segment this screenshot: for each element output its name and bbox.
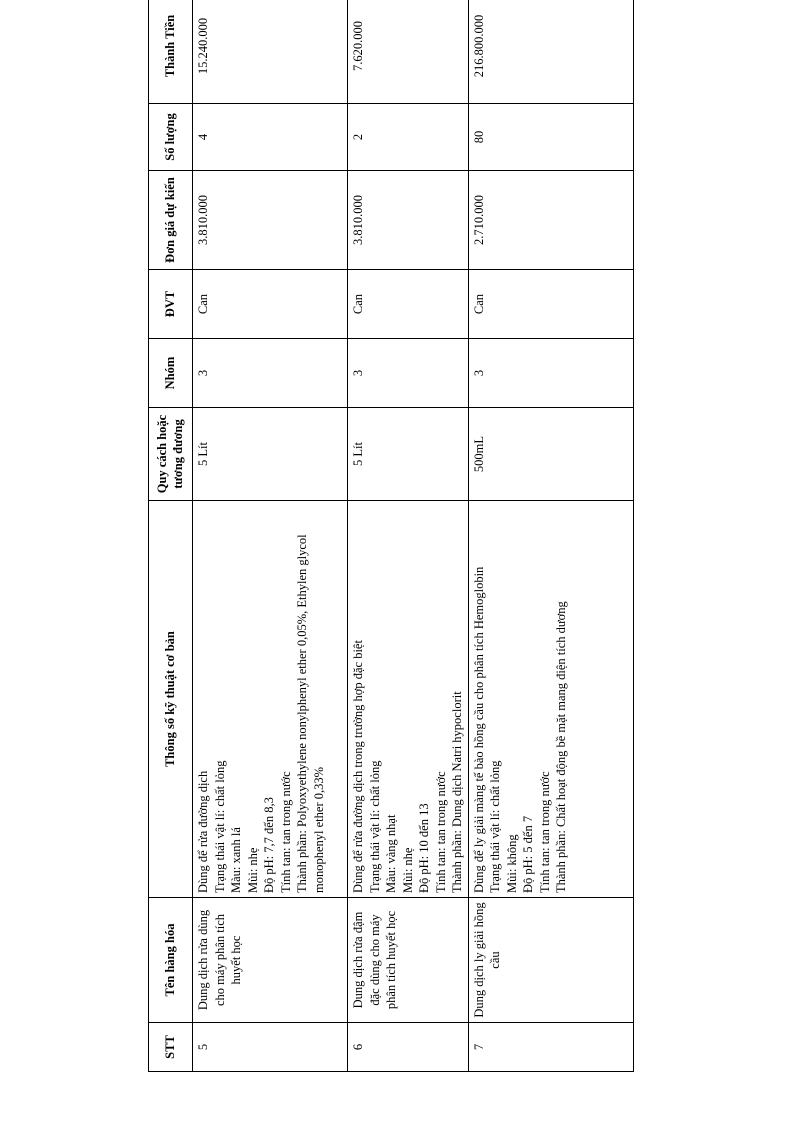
column-header-dvt: ĐVT [148, 269, 192, 338]
spec-line: Thành phần: Chất hoạt động bề mặt mang điện tích dương [553, 600, 568, 893]
spec-line: Tính tan: tan trong nước [537, 770, 552, 893]
spec-line: Trạng thái vật lí: chất lỏng [212, 759, 227, 893]
cell-nhom: 3 [347, 338, 468, 407]
spec-line: Độ pH: 7,7 đến 8,3 [261, 796, 276, 893]
table-row [347, 0, 468, 1071]
spec-line: Thành phần: Polyoxyethylene nonylphenyl ether 0,05%, Ethylen glycol monophenyl ether 0,33% [294, 530, 326, 893]
column-header-stt: STT [148, 1022, 192, 1071]
cell-thong-so [468, 500, 633, 897]
column-header-so-luong: Số lượng [148, 103, 192, 170]
cell-ten-hang-hoa: Dung dịch rửa dùng cho máy phân tích huyết học [192, 897, 347, 1022]
cell-thong-so [347, 500, 468, 897]
spec-line: Độ pH: 5 đến 7 [520, 815, 535, 893]
cell-dvt: Can [468, 269, 633, 338]
column-header-don-gia: Đơn giá dự kiến [148, 170, 192, 269]
spec-line: Tính tan: tan trong nước [278, 770, 293, 893]
cell-thanh-tien: 7.620.000 [347, 0, 468, 103]
cell-nhom: 3 [468, 338, 633, 407]
cell-dvt: Can [347, 269, 468, 338]
table-row [192, 0, 347, 1071]
spec-line: Dùng để ly giải màng tế bào hồng cầu cho phân tích Hemoglobin [471, 566, 486, 893]
column-header-quy-cach: Quy cách hoặc tương đương [148, 407, 192, 500]
cell-quy-cach: 5 Lít [347, 407, 468, 500]
spec-line: Tính tan: tan trong nước [433, 770, 448, 893]
column-header-ten-hang-hoa: Tên hàng hóa [148, 897, 192, 1022]
rotated-page-content [148, 14, 648, 1072]
cell-stt: 6 [347, 1022, 468, 1071]
cell-so-luong: 4 [192, 103, 347, 170]
spec-line: Màu: xanh lá [228, 826, 243, 893]
spec-line: Màu: vàng nhạt [383, 814, 398, 893]
cell-stt: 5 [192, 1022, 347, 1071]
table-header-row [148, 0, 192, 1071]
spec-line: Thành phần: Dung dịch Natri hypoclorit [449, 690, 464, 893]
cell-so-luong: 80 [468, 103, 633, 170]
spec-line: Mùi: nhẹ [400, 847, 415, 893]
column-header-thong-so: Thông số kỹ thuật cơ bản [148, 500, 192, 897]
cell-thong-so [192, 500, 347, 897]
cell-nhom: 3 [192, 338, 347, 407]
goods-specification-table [148, 0, 634, 1072]
spec-line: Mùi: nhẹ [245, 847, 260, 893]
spec-line: Trạng thái vật lí: chất lỏng [487, 759, 502, 893]
cell-don-gia: 2.710.000 [468, 170, 633, 269]
cell-thanh-tien: 15.240.000 [192, 0, 347, 103]
table-row [468, 0, 633, 1071]
cell-so-luong: 2 [347, 103, 468, 170]
spec-line: Dùng để rửa đường dịch trong trường hợp đặc biệt [350, 639, 365, 893]
cell-don-gia: 3.810.000 [347, 170, 468, 269]
cell-thanh-tien: 216.800.000 [468, 0, 633, 103]
cell-ten-hang-hoa: Dung dịch rửa đậm đặc dùng cho máy phân tích huyết học [347, 897, 468, 1022]
spec-line: Trạng thái vật lí: chất lỏng [367, 759, 382, 893]
spec-line: Mùi: không [504, 833, 519, 893]
cell-ten-hang-hoa: Dung dịch ly giải hồng cầu [468, 897, 633, 1022]
cell-stt: 7 [468, 1022, 633, 1071]
cell-quy-cach: 500mL [468, 407, 633, 500]
column-header-nhom: Nhóm [148, 338, 192, 407]
spec-line: Dùng để rửa đường dịch [195, 770, 210, 893]
cell-don-gia: 3.810.000 [192, 170, 347, 269]
cell-quy-cach: 5 Lít [192, 407, 347, 500]
column-header-thanh-tien: Thành Tiền [148, 0, 192, 103]
cell-dvt: Can [192, 269, 347, 338]
spec-line: Độ pH: 10 đến 13 [416, 802, 431, 893]
